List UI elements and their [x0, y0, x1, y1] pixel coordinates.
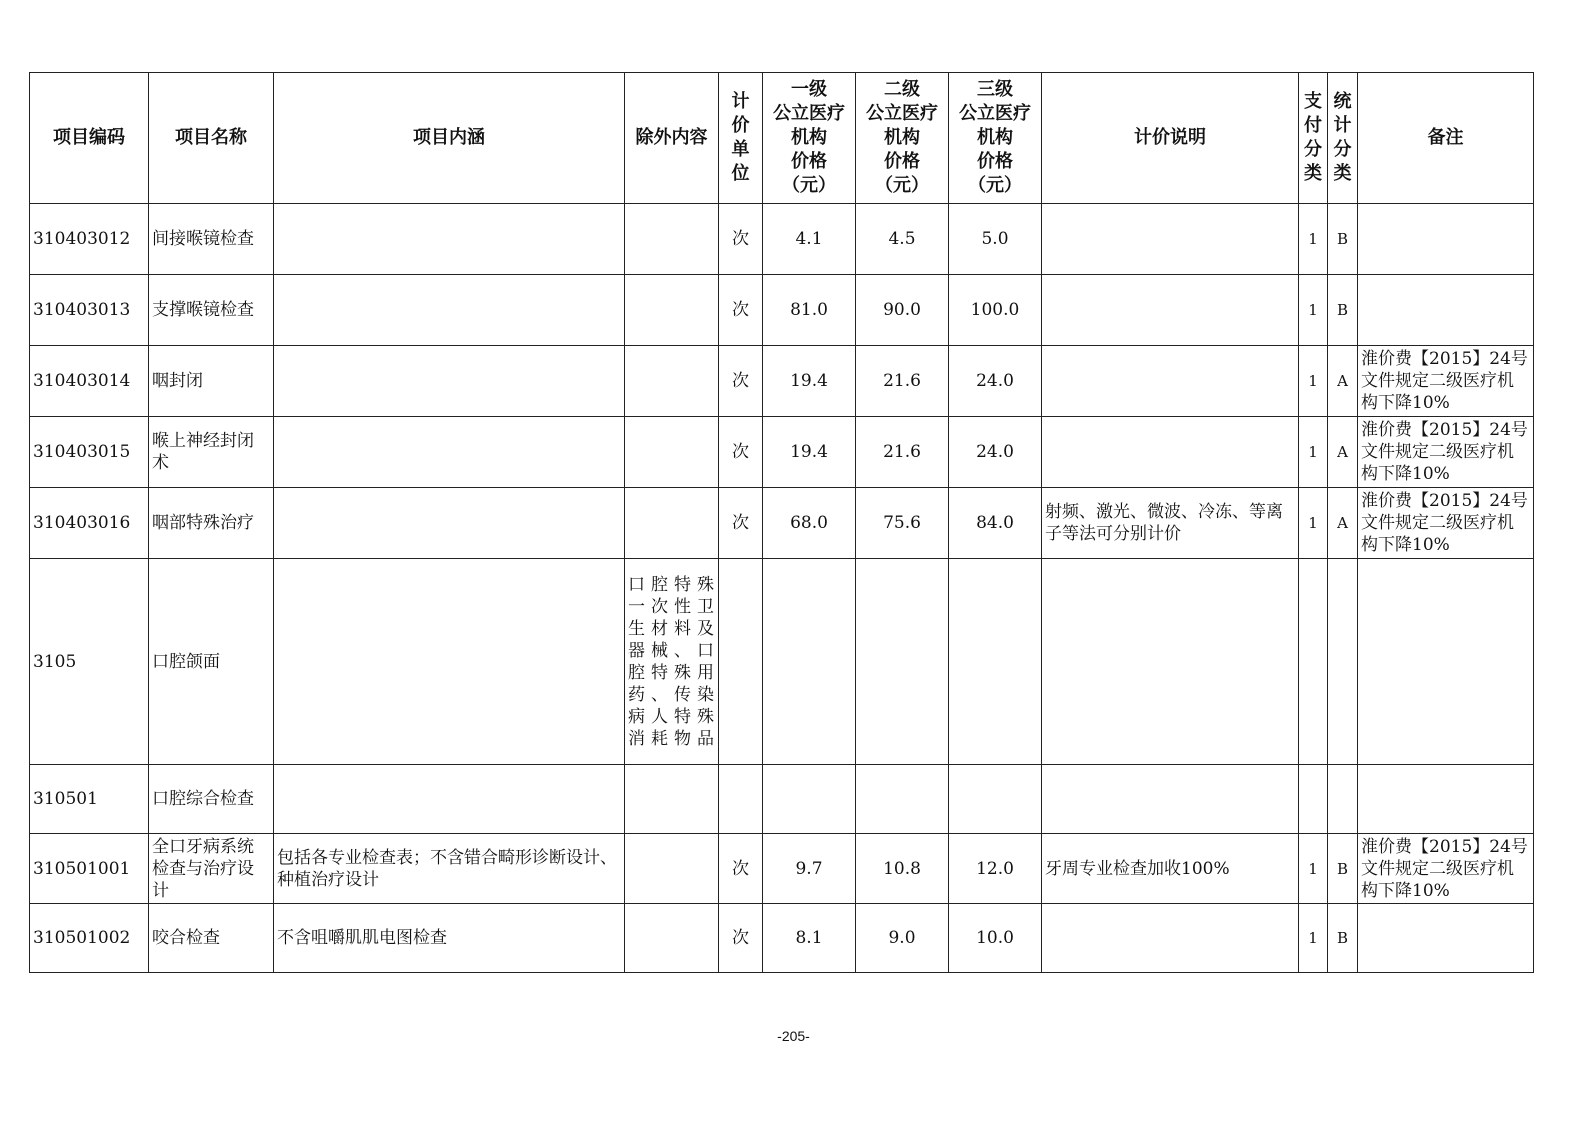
table-row	[30, 488, 1534, 559]
cell-price-level1: 81.0	[763, 275, 856, 346]
cell-stat-class: B	[1328, 275, 1358, 346]
table-row	[30, 346, 1534, 417]
cell-payment-class	[1299, 559, 1328, 765]
table-row	[30, 275, 1534, 346]
cell-price-level3: 5.0	[949, 204, 1042, 275]
cell-price-level1: 68.0	[763, 488, 856, 559]
cell-stat-class: B	[1328, 204, 1358, 275]
cell-code: 3105	[30, 559, 149, 765]
cell-payment-class: 1	[1299, 488, 1328, 559]
cell-stat-class: A	[1328, 346, 1358, 417]
cell-pricing-note	[1042, 559, 1299, 765]
header-payment-class: 支 付 分 类	[1299, 73, 1328, 204]
cell-price-level1	[763, 765, 856, 834]
cell-exclusions	[625, 488, 719, 559]
cell-remarks	[1358, 765, 1534, 834]
header-code: 项目编码	[30, 73, 149, 204]
cell-stat-class: B	[1328, 834, 1358, 904]
page-number: -205-	[777, 1028, 810, 1044]
cell-pricing-note: 射频、激光、微波、冷冻、等离子等法可分别计价	[1042, 488, 1299, 559]
cell-pricing-note	[1042, 417, 1299, 488]
cell-remarks: 淮价费【2015】24号文件规定二级医疗机构下降10%	[1358, 834, 1534, 904]
cell-pricing-note: 牙周专业检查加收100%	[1042, 834, 1299, 904]
cell-unit: 次	[719, 834, 763, 904]
header-stat-class: 统 计 分 类	[1328, 73, 1358, 204]
cell-pricing-note	[1042, 275, 1299, 346]
cell-remarks: 淮价费【2015】24号文件规定二级医疗机构下降10%	[1358, 488, 1534, 559]
cell-unit: 次	[719, 204, 763, 275]
table-row	[30, 765, 1534, 834]
cell-remarks	[1358, 275, 1534, 346]
cell-price-level1: 4.1	[763, 204, 856, 275]
cell-payment-class: 1	[1299, 204, 1328, 275]
cell-price-level2: 4.5	[856, 204, 949, 275]
cell-content	[274, 204, 625, 275]
cell-price-level3	[949, 765, 1042, 834]
cell-content: 包括各专业检查表；不含错合畸形诊断设计、种植治疗设计	[274, 834, 625, 904]
cell-unit: 次	[719, 904, 763, 973]
cell-content	[274, 765, 625, 834]
cell-price-level3: 100.0	[949, 275, 1042, 346]
cell-exclusions	[625, 765, 719, 834]
table-row	[30, 904, 1534, 973]
cell-price-level3: 12.0	[949, 834, 1042, 904]
cell-exclusions	[625, 904, 719, 973]
table-row	[30, 559, 1534, 765]
cell-stat-class	[1328, 765, 1358, 834]
cell-code: 310403012	[30, 204, 149, 275]
cell-price-level3	[949, 559, 1042, 765]
cell-code: 310501001	[30, 834, 149, 904]
cell-content	[274, 275, 625, 346]
cell-content: 不含咀嚼肌肌电图检查	[274, 904, 625, 973]
cell-price-level1: 19.4	[763, 417, 856, 488]
cell-name: 全口牙病系统检查与治疗设计	[149, 834, 274, 904]
cell-code: 310403015	[30, 417, 149, 488]
cell-stat-class: A	[1328, 417, 1358, 488]
cell-unit	[719, 765, 763, 834]
cell-unit: 次	[719, 488, 763, 559]
cell-name: 口腔颌面	[149, 559, 274, 765]
cell-price-level1	[763, 559, 856, 765]
header-remarks: 备注	[1358, 73, 1534, 204]
cell-name: 喉上神经封闭术	[149, 417, 274, 488]
cell-stat-class: B	[1328, 904, 1358, 973]
cell-code: 310403016	[30, 488, 149, 559]
table-row	[30, 204, 1534, 275]
cell-price-level2: 10.8	[856, 834, 949, 904]
cell-payment-class: 1	[1299, 904, 1328, 973]
cell-stat-class	[1328, 559, 1358, 765]
cell-pricing-note	[1042, 346, 1299, 417]
cell-price-level2: 75.6	[856, 488, 949, 559]
cell-payment-class	[1299, 765, 1328, 834]
cell-payment-class: 1	[1299, 834, 1328, 904]
table-row	[30, 417, 1534, 488]
cell-stat-class: A	[1328, 488, 1358, 559]
cell-pricing-note	[1042, 204, 1299, 275]
cell-remarks	[1358, 904, 1534, 973]
cell-exclusions	[625, 834, 719, 904]
cell-unit: 次	[719, 346, 763, 417]
cell-payment-class: 1	[1299, 275, 1328, 346]
header-pricing-note: 计价说明	[1042, 73, 1299, 204]
cell-remarks	[1358, 204, 1534, 275]
cell-remarks	[1358, 559, 1534, 765]
cell-content	[274, 417, 625, 488]
cell-content	[274, 488, 625, 559]
cell-name: 咬合检查	[149, 904, 274, 973]
cell-price-level3: 10.0	[949, 904, 1042, 973]
header-unit: 计 价 单 位	[719, 73, 763, 204]
header-price-level3: 三级 公立医疗 机构 价格 （元）	[949, 73, 1042, 204]
header-row	[30, 73, 1534, 204]
cell-content	[274, 559, 625, 765]
cell-pricing-note	[1042, 904, 1299, 973]
cell-price-level1: 19.4	[763, 346, 856, 417]
cell-price-level2: 21.6	[856, 417, 949, 488]
cell-price-level2	[856, 765, 949, 834]
cell-unit	[719, 559, 763, 765]
cell-exclusions: 口腔特殊一次性卫生材料及器械、口腔特殊用药、传染病人特殊消耗物品	[625, 559, 719, 765]
cell-name: 支撑喉镜检查	[149, 275, 274, 346]
cell-exclusions	[625, 417, 719, 488]
header-price-level1: 一级 公立医疗 机构 价格 （元）	[763, 73, 856, 204]
cell-name: 咽部特殊治疗	[149, 488, 274, 559]
cell-payment-class: 1	[1299, 417, 1328, 488]
cell-remarks: 淮价费【2015】24号文件规定二级医疗机构下降10%	[1358, 417, 1534, 488]
cell-price-level2: 90.0	[856, 275, 949, 346]
cell-name: 咽封闭	[149, 346, 274, 417]
cell-code: 310501	[30, 765, 149, 834]
cell-price-level3: 84.0	[949, 488, 1042, 559]
cell-exclusions	[625, 275, 719, 346]
cell-price-level3: 24.0	[949, 346, 1042, 417]
cell-code: 310403014	[30, 346, 149, 417]
cell-price-level2: 9.0	[856, 904, 949, 973]
cell-exclusions	[625, 204, 719, 275]
cell-payment-class: 1	[1299, 346, 1328, 417]
cell-exclusions	[625, 346, 719, 417]
cell-unit: 次	[719, 417, 763, 488]
header-name: 项目名称	[149, 73, 274, 204]
cell-price-level1: 9.7	[763, 834, 856, 904]
cell-unit: 次	[719, 275, 763, 346]
header-price-level2: 二级 公立医疗 机构 价格 （元）	[856, 73, 949, 204]
cell-remarks: 淮价费【2015】24号文件规定二级医疗机构下降10%	[1358, 346, 1534, 417]
cell-price-level2: 21.6	[856, 346, 949, 417]
cell-name: 间接喉镜检查	[149, 204, 274, 275]
cell-price-level1: 8.1	[763, 904, 856, 973]
cell-code: 310403013	[30, 275, 149, 346]
table-row	[30, 834, 1534, 904]
header-content: 项目内涵	[274, 73, 625, 204]
cell-name: 口腔综合检查	[149, 765, 274, 834]
cell-content	[274, 346, 625, 417]
header-exclusions: 除外内容	[625, 73, 719, 204]
cell-pricing-note	[1042, 765, 1299, 834]
price-table	[29, 72, 1534, 973]
cell-price-level3: 24.0	[949, 417, 1042, 488]
cell-code: 310501002	[30, 904, 149, 973]
cell-price-level2	[856, 559, 949, 765]
